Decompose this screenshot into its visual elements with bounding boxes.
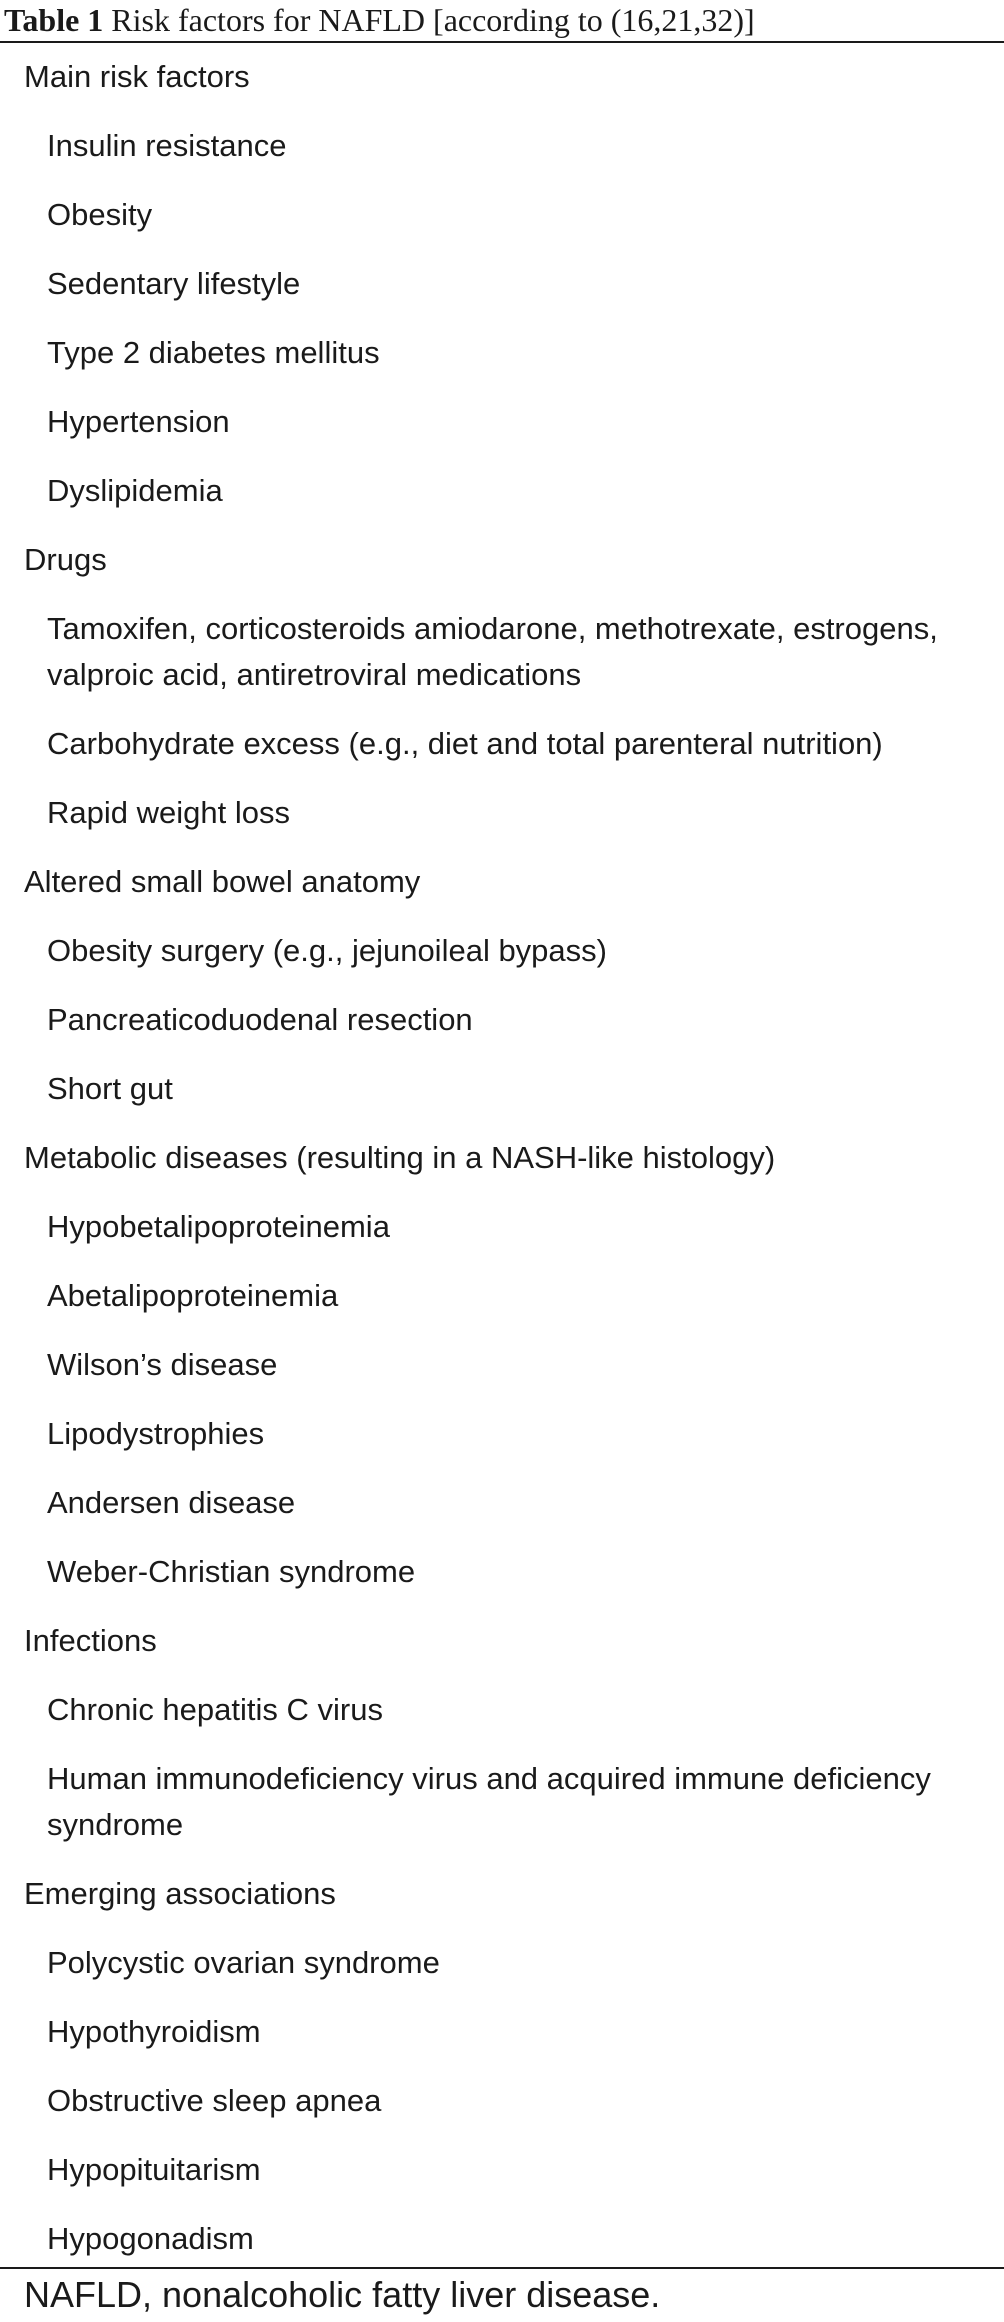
- section-heading: Infections: [24, 1623, 157, 1658]
- risk-factor-item: Weber-Christian syndrome: [47, 1554, 416, 1589]
- table-body: [0, 44, 1004, 2275]
- section-heading: Metabolic diseases (resulting in a NASH-like histology): [24, 1140, 776, 1175]
- risk-factor-item: Carbohydrate excess (e.g., diet and total parenteral nutrition): [47, 726, 883, 761]
- risk-factor-item: Hypothyroidism: [47, 2014, 261, 2049]
- section-heading: Altered small bowel anatomy: [24, 864, 421, 899]
- risk-factor-item: Abetalipoproteinemia: [47, 1278, 339, 1313]
- risk-factor-item: Polycystic ovarian syndrome: [47, 1945, 440, 1980]
- table-caption: Risk factors for NAFLD [according to (16,21,32)]: [111, 2, 755, 38]
- top-rule: [0, 41, 1004, 43]
- risk-factor-item: Andersen disease: [47, 1485, 296, 1520]
- risk-factor-item: Rapid weight loss: [47, 795, 290, 830]
- risk-factor-item: Dyslipidemia: [47, 473, 223, 508]
- section-heading: Drugs: [24, 542, 107, 577]
- table-footnote: NAFLD, nonalcoholic fatty liver disease.: [24, 2274, 661, 2315]
- risk-factor-item: Tamoxifen, corticosteroids amiodarone, methotrexate, estrogens, valproic acid, antiretroviral medications: [47, 611, 938, 692]
- table-title: [0, 0, 1004, 42]
- risk-factor-item: Wilson’s disease: [47, 1347, 278, 1382]
- risk-factor-item: Lipodystrophies: [47, 1416, 265, 1451]
- risk-factor-item: Hypogonadism: [47, 2221, 254, 2256]
- risk-factor-item: Human immunodeficiency virus and acquired immune deficiency syndrome: [47, 1761, 931, 1842]
- risk-factor-item: Obesity surgery (e.g., jejunoileal bypass): [47, 933, 607, 968]
- risk-factor-item: Obesity: [47, 197, 153, 232]
- section-heading: Main risk factors: [24, 59, 250, 94]
- risk-factor-item: Insulin resistance: [47, 128, 287, 163]
- risk-factor-item: Short gut: [47, 1071, 173, 1106]
- risk-factor-item: Hypobetalipoproteinemia: [47, 1209, 390, 1244]
- risk-factor-item: Hypertension: [47, 404, 230, 439]
- risk-factor-item: Chronic hepatitis C virus: [47, 1692, 383, 1727]
- risk-factor-item: Hypopituitarism: [47, 2152, 261, 2187]
- risk-factor-item: Type 2 diabetes mellitus: [47, 335, 380, 370]
- table-label: Table 1: [4, 2, 104, 38]
- bottom-rule: [0, 2267, 1004, 2269]
- risk-factor-item: Pancreaticoduodenal resection: [47, 1002, 473, 1037]
- risk-factor-item: Obstructive sleep apnea: [47, 2083, 382, 2118]
- section-heading: Emerging associations: [24, 1876, 336, 1911]
- risk-factor-item: Sedentary lifestyle: [47, 266, 301, 301]
